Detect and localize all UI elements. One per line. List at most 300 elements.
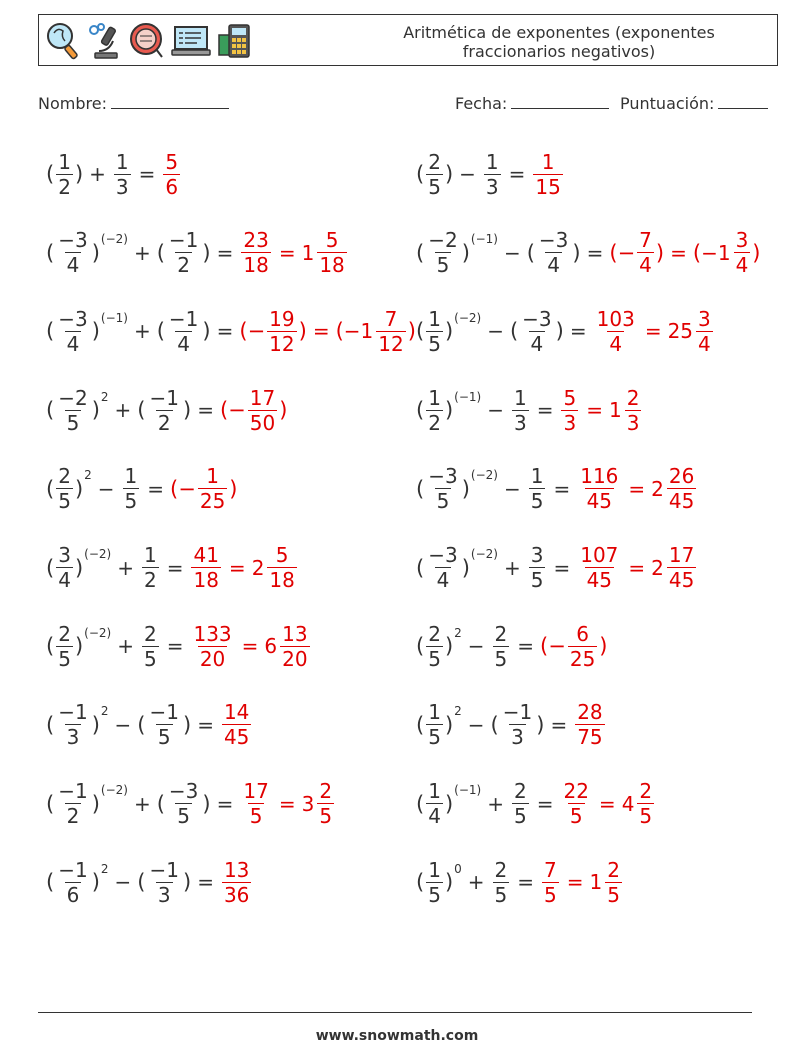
operator: =	[216, 240, 234, 265]
magnifier-icon	[45, 21, 81, 61]
denominator: 4	[530, 331, 544, 356]
fraction	[56, 545, 73, 590]
close-paren: )	[279, 398, 288, 423]
problem-item	[416, 540, 698, 596]
fraction	[426, 621, 443, 671]
exponent: (−1)	[454, 783, 482, 798]
power-term	[137, 857, 192, 907]
name-field[interactable]	[38, 94, 229, 113]
open-paren: (	[156, 240, 165, 265]
exponent: 2	[100, 861, 109, 876]
close-paren: )	[444, 634, 454, 659]
exponent: 0	[454, 861, 462, 876]
date-blank[interactable]	[511, 94, 609, 109]
denominator: 4	[698, 331, 711, 356]
denominator: 45	[586, 568, 613, 592]
fraction	[148, 700, 181, 750]
numerator: 1	[428, 306, 441, 331]
close-paren: )	[407, 319, 416, 344]
operator: −	[459, 162, 476, 186]
answer-operator: =	[628, 476, 646, 501]
exponent: (−2)	[454, 310, 482, 325]
denominator: 5	[319, 804, 333, 829]
power-term	[46, 700, 109, 750]
exponent: 2	[454, 704, 462, 719]
numerator: −1	[58, 700, 88, 725]
score-blank[interactable]	[718, 94, 768, 109]
exponent: 2	[100, 389, 109, 404]
problem-item	[416, 776, 656, 832]
close-paren: )	[74, 634, 84, 659]
open-paren: (	[46, 791, 55, 816]
problem-item	[46, 461, 238, 517]
operator: +	[89, 162, 106, 186]
power-term	[46, 621, 112, 671]
power-term	[526, 228, 581, 278]
problem-item	[416, 697, 607, 753]
denominator: 2	[177, 253, 191, 278]
operator: −	[114, 870, 132, 895]
operator: =	[536, 398, 554, 423]
name-label: Nombre:	[38, 94, 107, 113]
fraction	[605, 857, 622, 907]
open-paren: (	[156, 319, 165, 344]
denominator: 20	[282, 646, 308, 671]
open-paren: (	[490, 712, 499, 737]
open-paren: (	[46, 870, 55, 895]
fraction	[167, 228, 200, 278]
denominator: 5	[530, 568, 544, 592]
exponent: (−2)	[470, 547, 498, 561]
header-icons	[45, 21, 253, 61]
fraction	[533, 149, 562, 199]
numerator: 1	[143, 543, 157, 567]
open-paren: (−	[540, 634, 566, 659]
problem-item	[416, 618, 608, 674]
fraction	[248, 385, 277, 435]
answer-mixed	[264, 621, 311, 671]
close-paren: )	[461, 476, 470, 501]
power-term	[416, 306, 482, 356]
denominator: 2	[157, 410, 171, 435]
fraction	[191, 545, 220, 590]
operator: =	[586, 240, 604, 265]
numerator: 2	[143, 621, 157, 646]
numerator: 3	[58, 543, 71, 567]
denominator: 5	[530, 489, 544, 514]
denominator: 25	[569, 646, 596, 671]
power-term	[46, 385, 109, 435]
fraction	[561, 385, 578, 435]
problem-item	[46, 540, 299, 596]
answer-mixed	[301, 779, 336, 829]
fraction	[501, 700, 534, 750]
close-paren: )	[91, 398, 100, 423]
denominator: 4	[177, 331, 191, 356]
exponent: 2	[84, 468, 92, 483]
open-paren: (−	[609, 240, 636, 265]
target-icon	[129, 21, 165, 61]
problem-item	[46, 225, 349, 281]
fraction	[637, 228, 654, 278]
operator: =	[216, 791, 234, 816]
numerator: −3	[58, 306, 88, 331]
denominator: 5	[428, 174, 441, 199]
denominator: 4	[639, 253, 652, 278]
open-paren: (	[509, 319, 519, 344]
power-term	[137, 700, 192, 750]
denominator: 5	[66, 410, 80, 435]
denominator: 20	[199, 646, 226, 671]
numerator: 107	[580, 543, 619, 567]
fraction	[163, 149, 180, 199]
operator: +	[133, 240, 151, 265]
numerator: 2	[58, 621, 71, 646]
operator: +	[133, 319, 151, 344]
numerator: −1	[149, 857, 179, 882]
open-paren: (	[46, 162, 55, 186]
fraction	[376, 306, 405, 356]
fraction	[114, 149, 131, 199]
operator: =	[197, 398, 214, 423]
fraction	[148, 385, 181, 435]
power-term	[416, 857, 462, 907]
answer-operator: =	[566, 870, 584, 895]
numerator: 5	[275, 543, 289, 567]
denominator: 12	[269, 331, 295, 356]
fraction	[426, 857, 443, 907]
operator: =	[550, 712, 568, 737]
open-paren: (	[416, 398, 425, 423]
close-paren: )	[91, 319, 100, 344]
open-paren: (	[137, 712, 146, 737]
denominator: 3	[513, 410, 527, 435]
numerator: 133	[193, 621, 232, 646]
operator: −	[114, 712, 132, 737]
denominator: 5	[428, 331, 441, 356]
denominator: 4	[436, 568, 450, 592]
numerator: 13	[223, 857, 250, 882]
open-paren: (	[416, 634, 425, 659]
numerator: 103	[596, 306, 635, 331]
numerator: 5	[325, 228, 339, 253]
numerator: 17	[243, 779, 269, 804]
power-term	[46, 306, 128, 356]
denominator: 2	[143, 568, 157, 592]
denominator: 25	[199, 489, 226, 514]
denominator: 18	[243, 253, 269, 278]
denominator: 5	[436, 253, 450, 278]
denominator: 4	[735, 253, 749, 278]
power-term	[46, 857, 109, 907]
fraction	[493, 857, 510, 907]
fraction	[529, 545, 546, 590]
numerator: 23	[243, 228, 269, 253]
close-paren: )	[74, 555, 84, 580]
numerator: −1	[58, 857, 88, 882]
fraction	[493, 621, 510, 671]
denominator: 4	[66, 331, 80, 356]
fraction	[637, 779, 654, 829]
problem-item	[46, 382, 287, 438]
numerator: 2	[428, 621, 441, 646]
fraction	[191, 621, 233, 671]
denominator: 5	[58, 489, 71, 514]
denominator: 45	[223, 725, 250, 750]
denominator: 6	[165, 174, 179, 199]
denominator: 5	[428, 725, 441, 750]
whole-number: 1	[589, 870, 603, 895]
denominator: 36	[223, 882, 250, 907]
operator: =	[147, 476, 165, 501]
numerator: 41	[193, 543, 219, 567]
fraction	[426, 545, 459, 590]
operator: +	[487, 791, 504, 816]
open-paren: (	[416, 870, 425, 895]
exponent: 2	[100, 704, 109, 719]
fraction	[578, 545, 620, 590]
denominator: 5	[607, 882, 621, 907]
denominator: 75	[577, 725, 603, 750]
problem-item	[416, 854, 624, 910]
numerator: 14	[223, 700, 250, 725]
operator: −	[467, 634, 485, 659]
name-blank[interactable]	[111, 94, 229, 109]
denominator: 3	[563, 410, 577, 435]
whole-number: 6	[264, 634, 278, 659]
close-paren: )	[461, 555, 470, 580]
numerator: 17	[668, 543, 695, 567]
numerator: 3	[698, 306, 711, 331]
exponent: (−1)	[454, 389, 482, 404]
fraction	[537, 228, 570, 278]
denominator: 4	[428, 804, 441, 829]
denominator: 5	[569, 804, 583, 829]
operator: =	[216, 319, 234, 344]
fraction	[734, 228, 751, 278]
microscope-icon	[87, 21, 123, 61]
close-paren: )	[536, 712, 545, 737]
open-paren: (	[335, 319, 344, 344]
close-paren: )	[461, 240, 470, 265]
open-paren: (	[416, 162, 425, 186]
operator: +	[503, 555, 521, 580]
close-paren: )	[182, 712, 192, 737]
problem-item	[416, 303, 715, 359]
answer-operator: =	[241, 634, 259, 659]
numerator: 17	[249, 385, 276, 410]
operator: −	[503, 476, 521, 501]
open-paren: (	[416, 712, 425, 737]
exponent: (−2)	[100, 232, 128, 247]
denominator: 15	[535, 174, 561, 199]
denominator: 5	[428, 882, 441, 907]
numerator: −3	[428, 543, 458, 567]
numerator: −1	[168, 306, 199, 331]
denominator: 5	[157, 725, 171, 750]
power-term	[509, 306, 564, 356]
numerator: 1	[115, 149, 129, 174]
calculator-icon	[217, 21, 253, 61]
power-term	[46, 464, 92, 514]
exponent: 2	[454, 625, 462, 640]
open-paren: (	[416, 240, 425, 265]
numerator: 5	[165, 149, 179, 174]
denominator: 4	[547, 253, 561, 278]
operator: =	[553, 476, 571, 501]
answer-operator: =	[586, 398, 603, 423]
denominator: 5	[544, 882, 557, 907]
fraction	[198, 464, 227, 514]
denominator: 5	[436, 489, 450, 514]
open-paren: (	[416, 476, 425, 501]
problem-item	[46, 697, 253, 753]
denominator: 5	[513, 804, 527, 829]
close-paren: )	[298, 319, 307, 344]
numerator: 1	[513, 385, 527, 410]
operator: =	[166, 555, 184, 580]
date-field[interactable]	[455, 94, 609, 113]
exponent: (−2)	[84, 547, 112, 561]
fraction	[142, 621, 159, 671]
close-paren: )	[74, 476, 84, 501]
denominator: 5	[124, 489, 138, 514]
title-line-1: Aritmética de exponentes (exponentes	[403, 23, 715, 42]
numerator: 1	[428, 385, 441, 410]
operator: +	[117, 634, 134, 659]
power-term	[416, 545, 498, 590]
operator: −	[97, 476, 115, 501]
answer-negative	[609, 228, 665, 278]
numerator: 2	[319, 779, 333, 804]
operator: −	[487, 319, 504, 344]
close-paren: )	[572, 240, 581, 265]
answer-mixed	[621, 779, 656, 829]
denominator: 45	[668, 568, 695, 592]
footer-divider	[38, 1012, 752, 1013]
whole-number: 2	[251, 555, 265, 580]
denominator: 5	[177, 804, 191, 829]
power-term	[416, 700, 462, 750]
denominator: 3	[626, 410, 640, 435]
power-term	[156, 228, 211, 278]
answer-negative	[239, 306, 307, 356]
close-paren: )	[229, 476, 238, 501]
close-paren: )	[444, 712, 454, 737]
score-field[interactable]	[620, 94, 768, 113]
numerator: 2	[494, 621, 508, 646]
fraction	[241, 779, 270, 829]
problem-item	[46, 146, 182, 202]
numerator: 1	[206, 464, 219, 489]
answer-mixed	[252, 545, 299, 590]
answer-operator: =	[670, 240, 687, 265]
whole-number: 3	[301, 791, 315, 816]
fraction	[568, 621, 597, 671]
fraction	[484, 149, 501, 199]
close-paren: )	[752, 240, 761, 265]
whole-number: 4	[621, 791, 635, 816]
power-term	[46, 149, 84, 199]
open-paren: (−	[239, 319, 266, 344]
operator: =	[517, 870, 535, 895]
denominator: 5	[639, 804, 653, 829]
denominator: 12	[378, 331, 404, 356]
open-paren: (	[46, 398, 55, 423]
numerator: −3	[428, 464, 458, 489]
answer-operator: =	[278, 791, 296, 816]
operator: =	[569, 319, 587, 344]
fraction	[575, 700, 604, 750]
fraction	[148, 857, 181, 907]
operator: +	[467, 870, 485, 895]
problem-item	[46, 618, 312, 674]
power-term	[46, 779, 128, 829]
exponent: (−2)	[84, 625, 112, 640]
problem-item	[46, 854, 253, 910]
fraction	[167, 779, 200, 829]
denominator: 18	[269, 568, 295, 592]
problem-item	[46, 776, 336, 832]
fraction	[426, 385, 443, 435]
denominator: 5	[494, 646, 508, 671]
close-paren: )	[444, 791, 454, 816]
numerator: −1	[149, 385, 179, 410]
exponent: (−2)	[100, 783, 128, 798]
open-paren: (	[46, 240, 55, 265]
denominator: 4	[609, 331, 623, 356]
whole-number: 25	[667, 319, 694, 344]
close-paren: )	[444, 870, 454, 895]
answer-operator: =	[228, 555, 246, 580]
operator: =	[138, 162, 156, 186]
fraction	[578, 464, 620, 514]
answer-operator: =	[644, 319, 662, 344]
numerator: 3	[735, 228, 749, 253]
operator: −	[487, 398, 504, 423]
numerator: 1	[485, 149, 499, 174]
operator: =	[517, 634, 535, 659]
close-paren: )	[91, 712, 100, 737]
fraction	[167, 306, 200, 356]
numerator: −1	[149, 700, 179, 725]
numerator: 2	[513, 779, 527, 804]
answer-mixed	[651, 545, 698, 590]
denominator: 50	[249, 410, 276, 435]
worksheet-header	[38, 14, 778, 66]
fraction	[696, 306, 713, 356]
open-paren: (	[526, 240, 535, 265]
answer-negative-mixed	[335, 306, 416, 356]
denominator: 3	[157, 882, 171, 907]
fraction	[222, 700, 251, 750]
close-paren: )	[91, 791, 100, 816]
fraction	[56, 306, 89, 356]
answer-mixed	[589, 857, 624, 907]
answer-mixed	[608, 385, 643, 435]
denominator: 2	[66, 804, 80, 829]
numerator: 2	[428, 149, 441, 174]
power-term	[156, 306, 211, 356]
fraction	[56, 621, 73, 671]
numerator: 2	[639, 779, 653, 804]
whole-number: −1	[701, 240, 731, 265]
close-paren: )	[655, 240, 665, 265]
power-term	[46, 228, 128, 278]
worksheet-title	[379, 23, 739, 61]
power-term	[137, 385, 192, 435]
fraction	[142, 545, 159, 590]
